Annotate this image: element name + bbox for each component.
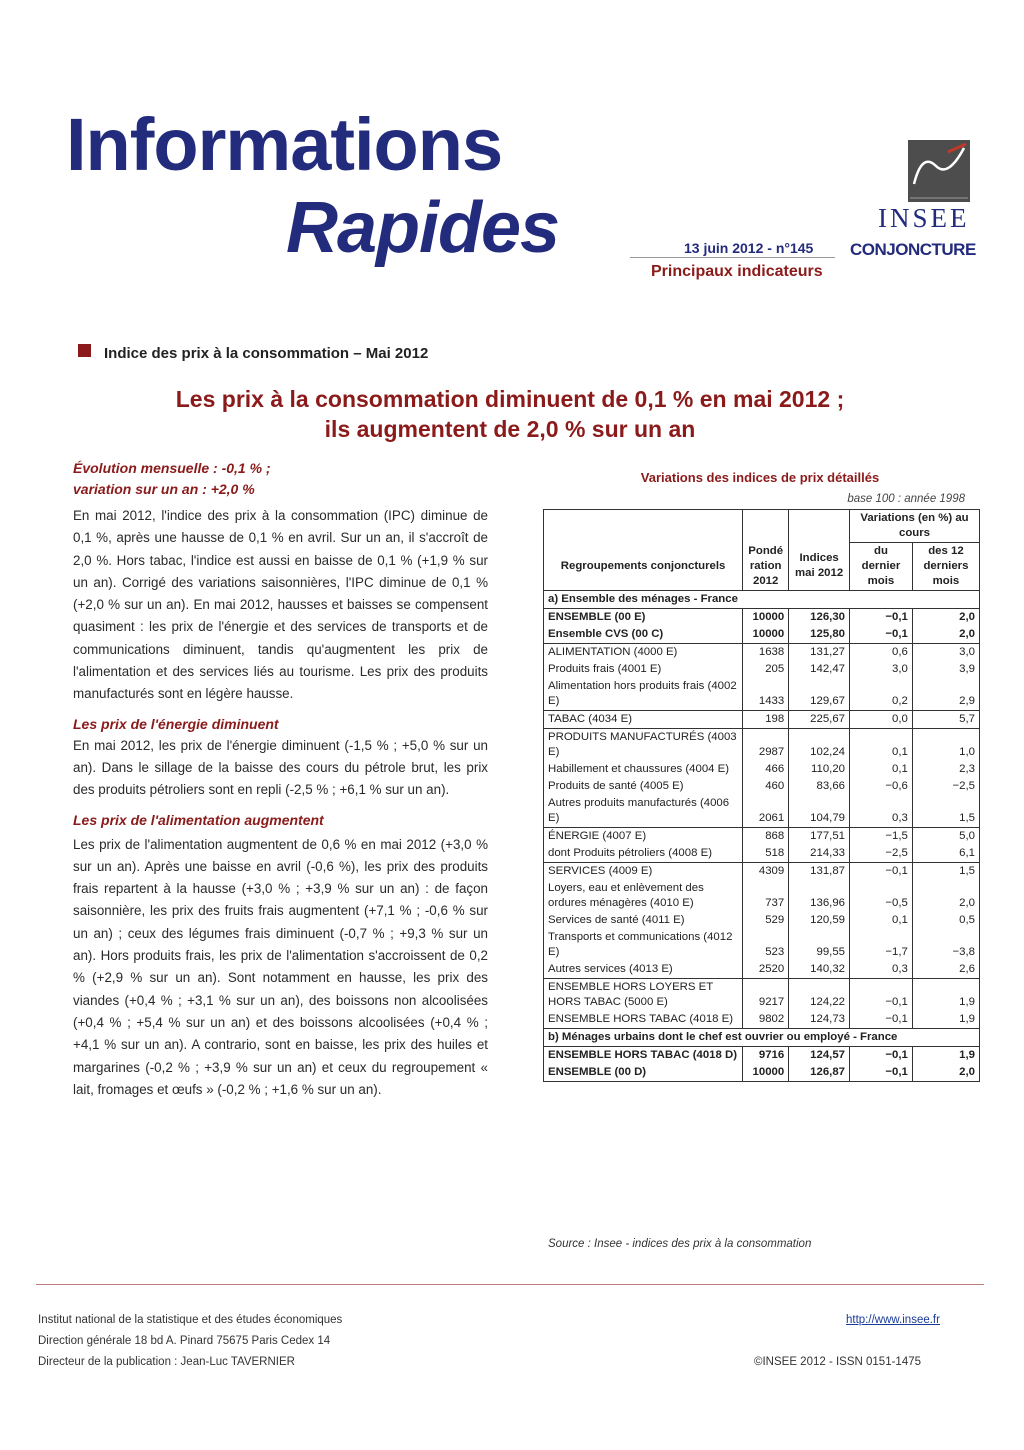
cell-ponderation: 198 <box>743 711 789 729</box>
cell-label: Autres produits manufacturés (4006 E) <box>544 795 743 828</box>
table-header-row <box>544 543 980 591</box>
cell-ponderation: 9802 <box>743 1011 789 1029</box>
cell-index: 129,67 <box>789 678 850 711</box>
table-row <box>544 644 980 662</box>
cell-ponderation: 529 <box>743 912 789 929</box>
cell-index: 136,96 <box>789 880 850 912</box>
cell-label: PRODUITS MANUFACTURÉS (4003 E) <box>544 729 743 762</box>
cell-yearly: 5,0 <box>912 828 979 846</box>
cell-ponderation: 9716 <box>743 1047 789 1065</box>
cell-ponderation: 10000 <box>743 609 789 627</box>
cell-index: 140,32 <box>789 961 850 979</box>
heading-monthly: Évolution mensuelle : -0,1 % ; <box>73 460 271 476</box>
cell-ponderation: 205 <box>743 661 789 678</box>
cell-ponderation: 10000 <box>743 1064 789 1082</box>
cell-monthly: −0,5 <box>850 880 913 912</box>
cell-label: Autres services (4013 E) <box>544 961 743 979</box>
cell-ponderation: 2520 <box>743 961 789 979</box>
heading-energy: Les prix de l'énergie diminuent <box>73 715 279 732</box>
cell-index: 126,87 <box>789 1064 850 1082</box>
insee-logo-icon <box>908 140 970 202</box>
cell-label: dont Produits pétroliers (4008 E) <box>544 845 743 863</box>
cell-monthly: −2,5 <box>850 845 913 863</box>
main-title-line2: ils augmentent de 2,0 % sur un an <box>324 416 696 442</box>
cell-yearly: 0,5 <box>912 912 979 929</box>
cell-index: 124,57 <box>789 1047 850 1065</box>
paragraph-food: Les prix de l'alimentation augmentent de 0,6 % en mai 2012 (+3,0 % sur un an). Après une baisse en avril (-0,6 %), les prix des produits frais repartent à la hausse (+3,0 % ; +3,9 % sur un an) : de façon saisonnière, les prix des fruits frais augmentent (+7,1 % ; -0,6 % sur un an) ; ceux des légumes frais diminuent (-0,7 % ; +9,3 % sur un an). Hors produits frais, les prix de l'alimentation s'accroissent de 0,2 % (+2,9 % sur un an). Sont notamment en hausse, les prix des viandes (+0,4 % ; +3,1 % sur un an), des boissons non alcoolisées (+0,4 % ; +5,4 % sur un an) et des boissons alcoolisées (+0,4 % ; +4,1 % sur un an). A contrario, sont en baisse, les prix des huiles et margarines (-0,2 % ; +3,9 % sur un an) et ceux du regroupement « lait, fromages et œufs » (-0,2 % ; +1,6 % sur un an). <box>73 836 488 1097</box>
org-subtitle: CONJONCTURE <box>850 240 976 259</box>
cell-yearly: 2,9 <box>912 678 979 711</box>
cell-label: ALIMENTATION (4000 E) <box>544 644 743 662</box>
table-row <box>544 1064 980 1082</box>
main-title-line1: Les prix à la consommation diminuent de 0,1 % en mai 2012 ; <box>175 386 845 412</box>
table-row <box>544 828 980 846</box>
table-base-note: base 100 : année 1998 <box>847 493 965 505</box>
brand-title-rapides: Rapides <box>286 188 560 268</box>
section-b-row <box>544 1029 980 1047</box>
cell-yearly: 1,9 <box>912 1047 979 1065</box>
cell-yearly: 2,6 <box>912 961 979 979</box>
cell-label: ENSEMBLE HORS TABAC (4018 D) <box>544 1047 743 1065</box>
cell-label: Services de santé (4011 E) <box>544 912 743 929</box>
cell-monthly: 0,0 <box>850 711 913 729</box>
cell-ponderation: 737 <box>743 880 789 912</box>
cell-yearly: 1,5 <box>912 795 979 828</box>
cell-monthly: 0,3 <box>850 795 913 828</box>
cell-monthly: 3,0 <box>850 661 913 678</box>
footer-address <box>38 1310 342 1373</box>
table-row <box>544 729 980 762</box>
cell-yearly: 1,9 <box>912 979 979 1012</box>
cell-monthly: 0,1 <box>850 761 913 778</box>
paragraph-intro: En mai 2012, l'indice des prix à la consommation (IPC) diminue de 0,1 %, après une hausse de 0,1 % en avril. Sur un an, il s'accroît de 2,0 %. Hors tabac, l'indice est aussi en baisse de 0,1 % (+1,9 % sur un an). Corrigé des variations saisonnières, l'IPC diminue de 0,1 % (+2,0 % sur un an). En mai 2012, hausses et baisses se compensent quasiment : les prix de l'énergie et des services de transports et de communications diminuent, tandis qu'augmentent les prix de l'alimentation et des services liés au tourisme. Les prix des produits manufacturés sont en légère hausse. <box>73 508 488 702</box>
header-indices: Indices mai 2012 <box>789 543 850 591</box>
footer-direction: Direction générale 18 bd A. Pinard 75675 Paris Cedex 14 <box>38 1335 331 1347</box>
table-row <box>544 863 980 881</box>
cell-yearly: 1,9 <box>912 1011 979 1029</box>
paragraph-energy: En mai 2012, les prix de l'énergie diminuent (-1,5 % ; +5,0 % sur un an). Dans le sillage de la baisse des cours du pétrole brut, les prix des produits pétroliers sont en repli (-2,5 % ; +6,1 % sur un an). <box>73 737 488 798</box>
cell-yearly: 1,5 <box>912 863 979 881</box>
price-index-table <box>543 509 980 1082</box>
cell-yearly: 3,0 <box>912 644 979 662</box>
footer-rule <box>36 1284 984 1285</box>
table-row <box>544 880 980 912</box>
cell-yearly: 2,0 <box>912 609 979 627</box>
footer-copyright: ©INSEE 2012 - ISSN 0151-1475 <box>754 1356 922 1368</box>
cell-label: Habillement et chaussures (4004 E) <box>544 761 743 778</box>
cell-index: 110,20 <box>789 761 850 778</box>
cell-monthly: 0,3 <box>850 961 913 979</box>
org-name: INSEE <box>878 203 970 233</box>
cell-label: Loyers, eau et enlèvement des ordures ménagères (4010 E) <box>544 880 743 912</box>
cell-ponderation: 523 <box>743 929 789 961</box>
cell-ponderation: 868 <box>743 828 789 846</box>
header-rule <box>630 257 835 258</box>
cell-monthly: 0,1 <box>850 912 913 929</box>
cell-ponderation: 518 <box>743 845 789 863</box>
cell-monthly: −1,7 <box>850 929 913 961</box>
section-bullet-icon <box>78 344 91 357</box>
cell-monthly: 0,2 <box>850 678 913 711</box>
table-row <box>544 912 980 929</box>
cell-ponderation: 4309 <box>743 863 789 881</box>
header-12-months: des 12 derniers mois <box>912 543 979 591</box>
cell-yearly: 2,0 <box>912 880 979 912</box>
header-last-month: du dernier mois <box>850 543 913 591</box>
cell-index: 131,27 <box>789 644 850 662</box>
cell-label: ENSEMBLE HORS LOYERS ET HORS TABAC (5000 E) <box>544 979 743 1012</box>
cell-index: 125,80 <box>789 626 850 644</box>
cell-monthly: 0,1 <box>850 729 913 762</box>
footer-link[interactable]: http://www.insee.fr <box>846 1314 940 1326</box>
cell-index: 177,51 <box>789 828 850 846</box>
table-row <box>544 929 980 961</box>
cell-index: 102,24 <box>789 729 850 762</box>
cell-ponderation: 466 <box>743 761 789 778</box>
cell-monthly: −0,1 <box>850 609 913 627</box>
main-title <box>60 384 960 444</box>
table-title: Variations des indices de prix détaillés <box>640 470 880 485</box>
table-row <box>544 961 980 979</box>
cell-index: 131,87 <box>789 863 850 881</box>
cell-ponderation: 1638 <box>743 644 789 662</box>
table-row <box>544 795 980 828</box>
footer-institute: Institut national de la statistique et des études économiques <box>38 1314 343 1326</box>
cell-label: Produits frais (4001 E) <box>544 661 743 678</box>
cell-yearly: 6,1 <box>912 845 979 863</box>
footer-director: Directeur de la publication : Jean-Luc TAVERNIER <box>38 1356 295 1368</box>
cell-label: ENSEMBLE (00 D) <box>544 1064 743 1082</box>
cell-index: 142,47 <box>789 661 850 678</box>
cell-ponderation: 460 <box>743 778 789 795</box>
cell-index: 104,79 <box>789 795 850 828</box>
table-row <box>544 711 980 729</box>
cell-index: 214,33 <box>789 845 850 863</box>
section-b-label: b) Ménages urbains dont le chef est ouvrier ou employé - France <box>544 1029 980 1047</box>
cell-yearly: 2,0 <box>912 626 979 644</box>
header-variations: Variations (en %) au cours <box>850 510 980 543</box>
section-a-row <box>544 591 980 609</box>
cell-monthly: −1,5 <box>850 828 913 846</box>
cell-monthly: −0,1 <box>850 1011 913 1029</box>
heading-yearly: variation sur un an : +2,0 % <box>73 481 255 497</box>
table-row <box>544 778 980 795</box>
cell-monthly: −0,1 <box>850 1047 913 1065</box>
cell-monthly: −0,1 <box>850 863 913 881</box>
cell-index: 126,30 <box>789 609 850 627</box>
cell-label: Transports et communications (4012 E) <box>544 929 743 961</box>
cell-ponderation: 10000 <box>743 626 789 644</box>
cell-yearly: −2,5 <box>912 778 979 795</box>
table-row <box>544 1047 980 1065</box>
table-row <box>544 609 980 627</box>
cell-monthly: −0,1 <box>850 626 913 644</box>
cell-monthly: 0,6 <box>850 644 913 662</box>
table-row <box>544 979 980 1012</box>
table-row <box>544 626 980 644</box>
cell-yearly: 5,7 <box>912 711 979 729</box>
table-row <box>544 678 980 711</box>
cell-monthly: −0,6 <box>850 778 913 795</box>
cell-index: 120,59 <box>789 912 850 929</box>
cell-label: Produits de santé (4005 E) <box>544 778 743 795</box>
cell-ponderation: 9217 <box>743 979 789 1012</box>
cell-label: ENSEMBLE (00 E) <box>544 609 743 627</box>
table-row <box>544 761 980 778</box>
section-a-label: a) Ensemble des ménages - France <box>544 591 980 609</box>
cell-label: Alimentation hors produits frais (4002 E) <box>544 678 743 711</box>
cell-label: ENSEMBLE HORS TABAC (4018 E) <box>544 1011 743 1029</box>
cell-yearly: 3,9 <box>912 661 979 678</box>
article-column <box>73 458 488 1101</box>
table-header-row-top <box>544 510 980 543</box>
publication-subtitle: Principaux indicateurs <box>651 263 823 280</box>
cell-index: 225,67 <box>789 711 850 729</box>
cell-index: 83,66 <box>789 778 850 795</box>
table-source: Source : Insee - indices des prix à la consommation <box>548 1238 812 1250</box>
cell-ponderation: 2061 <box>743 795 789 828</box>
cell-yearly: −3,8 <box>912 929 979 961</box>
heading-food: Les prix de l'alimentation augmentent <box>73 811 324 828</box>
cell-label: Ensemble CVS (00 C) <box>544 626 743 644</box>
cell-index: 124,73 <box>789 1011 850 1029</box>
cell-label: TABAC (4034 E) <box>544 711 743 729</box>
issue-date: 13 juin 2012 - n°145 <box>684 240 814 256</box>
cell-ponderation: 1433 <box>743 678 789 711</box>
cell-monthly: −0,1 <box>850 979 913 1012</box>
cell-ponderation: 2987 <box>743 729 789 762</box>
brand-title-informations: Informations <box>66 103 503 186</box>
cell-label: SERVICES (4009 E) <box>544 863 743 881</box>
cell-yearly: 1,0 <box>912 729 979 762</box>
table-row <box>544 1011 980 1029</box>
cell-monthly: −0,1 <box>850 1064 913 1082</box>
table-row <box>544 661 980 678</box>
cell-yearly: 2,0 <box>912 1064 979 1082</box>
section-title: Indice des prix à la consommation – Mai 2012 <box>104 345 429 362</box>
cell-yearly: 2,3 <box>912 761 979 778</box>
header-group: Regroupements conjoncturels <box>544 543 743 591</box>
cell-index: 124,22 <box>789 979 850 1012</box>
table-row <box>544 845 980 863</box>
header-ponderation: Pondé ration 2012 <box>743 543 789 591</box>
cell-index: 99,55 <box>789 929 850 961</box>
cell-label: ÉNERGIE (4007 E) <box>544 828 743 846</box>
